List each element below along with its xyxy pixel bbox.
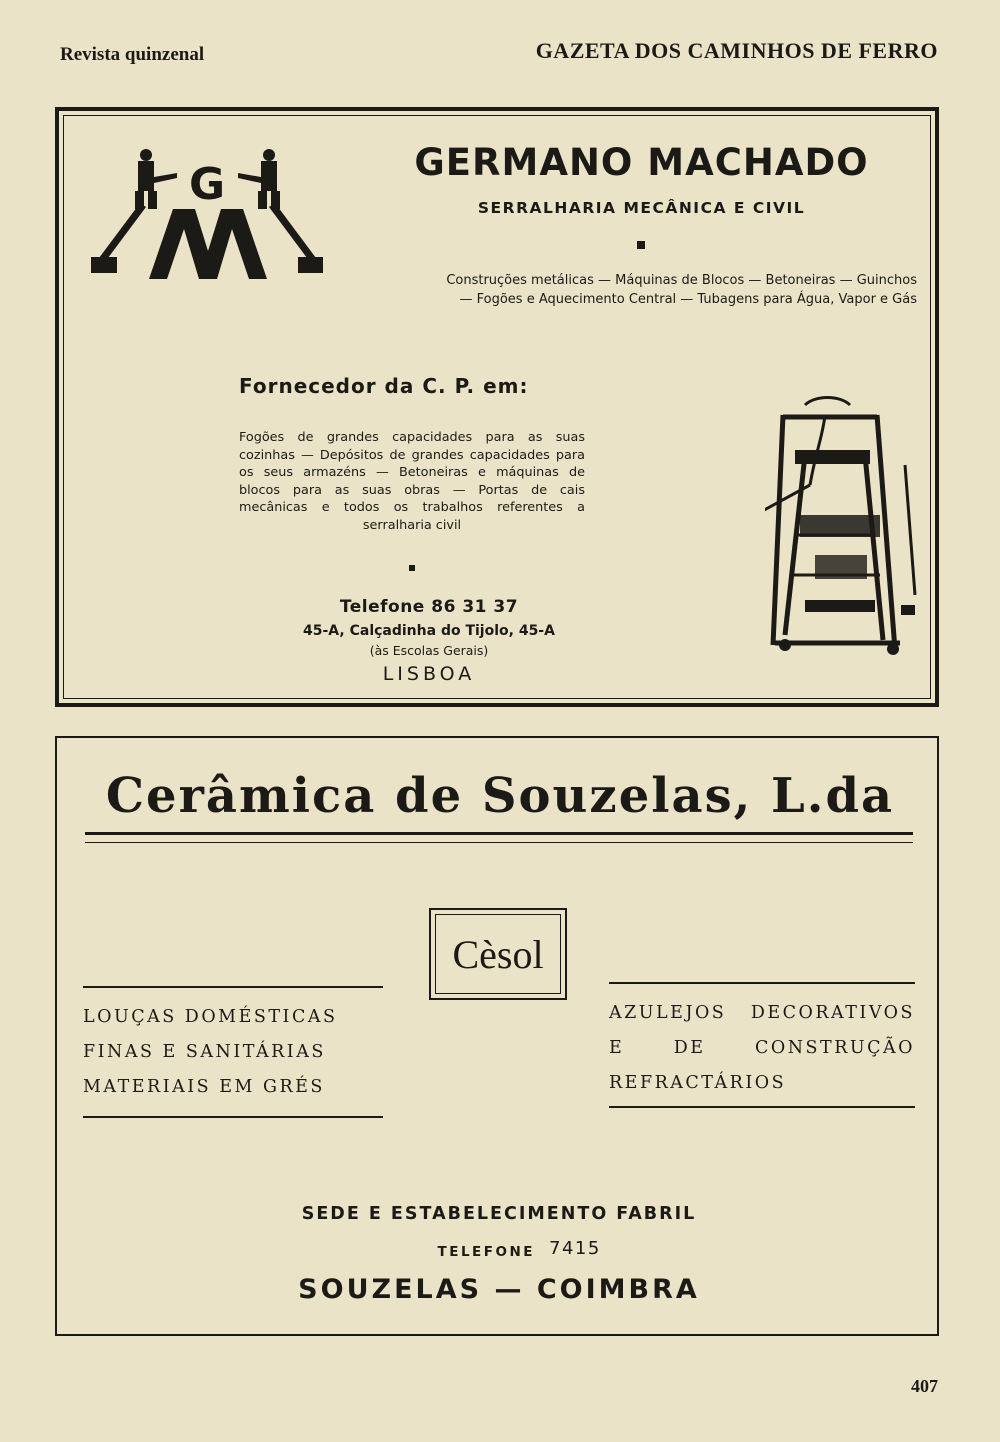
seat-line: SEDE E ESTABELECIMENTO FABRIL bbox=[301, 1204, 697, 1224]
company-name: Cerâmica de Souzelas, L.da bbox=[105, 768, 895, 824]
address: 45-A, Calçadinha do Tijolo, 45-A bbox=[303, 623, 555, 639]
firm-subtitle: SERRALHARIA MECÂNICA E CIVIL bbox=[477, 199, 806, 217]
gm-logo-icon bbox=[91, 147, 323, 289]
left-product-2: FINAS E SANITÁRIAS bbox=[83, 1042, 326, 1062]
left-column-bottom-rule bbox=[83, 1116, 383, 1118]
left-product-column bbox=[83, 1000, 387, 1105]
right-column-top-rule bbox=[609, 982, 915, 984]
city: LISBOA bbox=[382, 663, 476, 685]
right-product-column bbox=[609, 996, 915, 1101]
telephone: Telefone 86 31 37 bbox=[339, 597, 519, 617]
company-rule-thick bbox=[85, 832, 913, 835]
supplier-heading: Fornecedor da C. P. em: bbox=[239, 374, 529, 398]
running-header-left: Revista quinzenal bbox=[60, 44, 205, 65]
brand-box bbox=[429, 908, 567, 1000]
right-product-1: AZULEJOS DECORATIVOS bbox=[609, 1003, 915, 1023]
left-product-3: MATERIAIS EM GRÉS bbox=[83, 1077, 325, 1097]
running-header-right: GAZETA DOS CAMINHOS DE FERRO bbox=[535, 38, 938, 63]
right-product-2: E DE CONSTRUÇÃO bbox=[609, 1038, 915, 1058]
products-list bbox=[349, 271, 917, 309]
page-number: 407 bbox=[911, 1376, 938, 1396]
telephone-label: TELEFONE bbox=[437, 1244, 535, 1260]
right-column-bottom-rule bbox=[609, 1106, 915, 1108]
city: SOUZELAS — COIMBRA bbox=[298, 1274, 700, 1305]
square-bullet-icon bbox=[637, 241, 645, 249]
small-square-bullet-icon bbox=[409, 565, 415, 571]
germano-machado-advertisement bbox=[55, 107, 939, 707]
telephone-number: 7415 bbox=[549, 1238, 601, 1259]
block-machine-illustration-icon bbox=[765, 395, 921, 663]
products-line-1: Construções metálicas — Máquinas de Blocos — Betoneiras — Guinchos bbox=[446, 273, 917, 288]
left-column-top-rule bbox=[83, 986, 383, 988]
company-rule-thin bbox=[85, 842, 913, 843]
firm-name: GERMANO MACHADO bbox=[414, 141, 869, 184]
products-line-2: — Fogões e Aquecimento Central — Tubagens para Água, Vapor e Gás bbox=[459, 292, 917, 307]
address-note: (às Escolas Gerais) bbox=[369, 643, 489, 658]
right-product-3: REFRACTÁRIOS bbox=[609, 1073, 787, 1093]
left-product-1: LOUÇAS DOMÉSTICAS bbox=[83, 1007, 338, 1027]
ceramica-souzelas-advertisement bbox=[55, 736, 939, 1336]
brand-name: Cèsol bbox=[435, 914, 561, 994]
supplier-description: Fogões de grandes capacidades para as suas cozinhas — Depósitos de grandes capacidades para os seus armazéns — Betoneiras e máquinas de blocos para as suas obras — Portas de cais mecânicas e todos os trabalhos referentes a serralharia civil bbox=[239, 430, 585, 533]
logo-letter: G bbox=[188, 159, 226, 210]
